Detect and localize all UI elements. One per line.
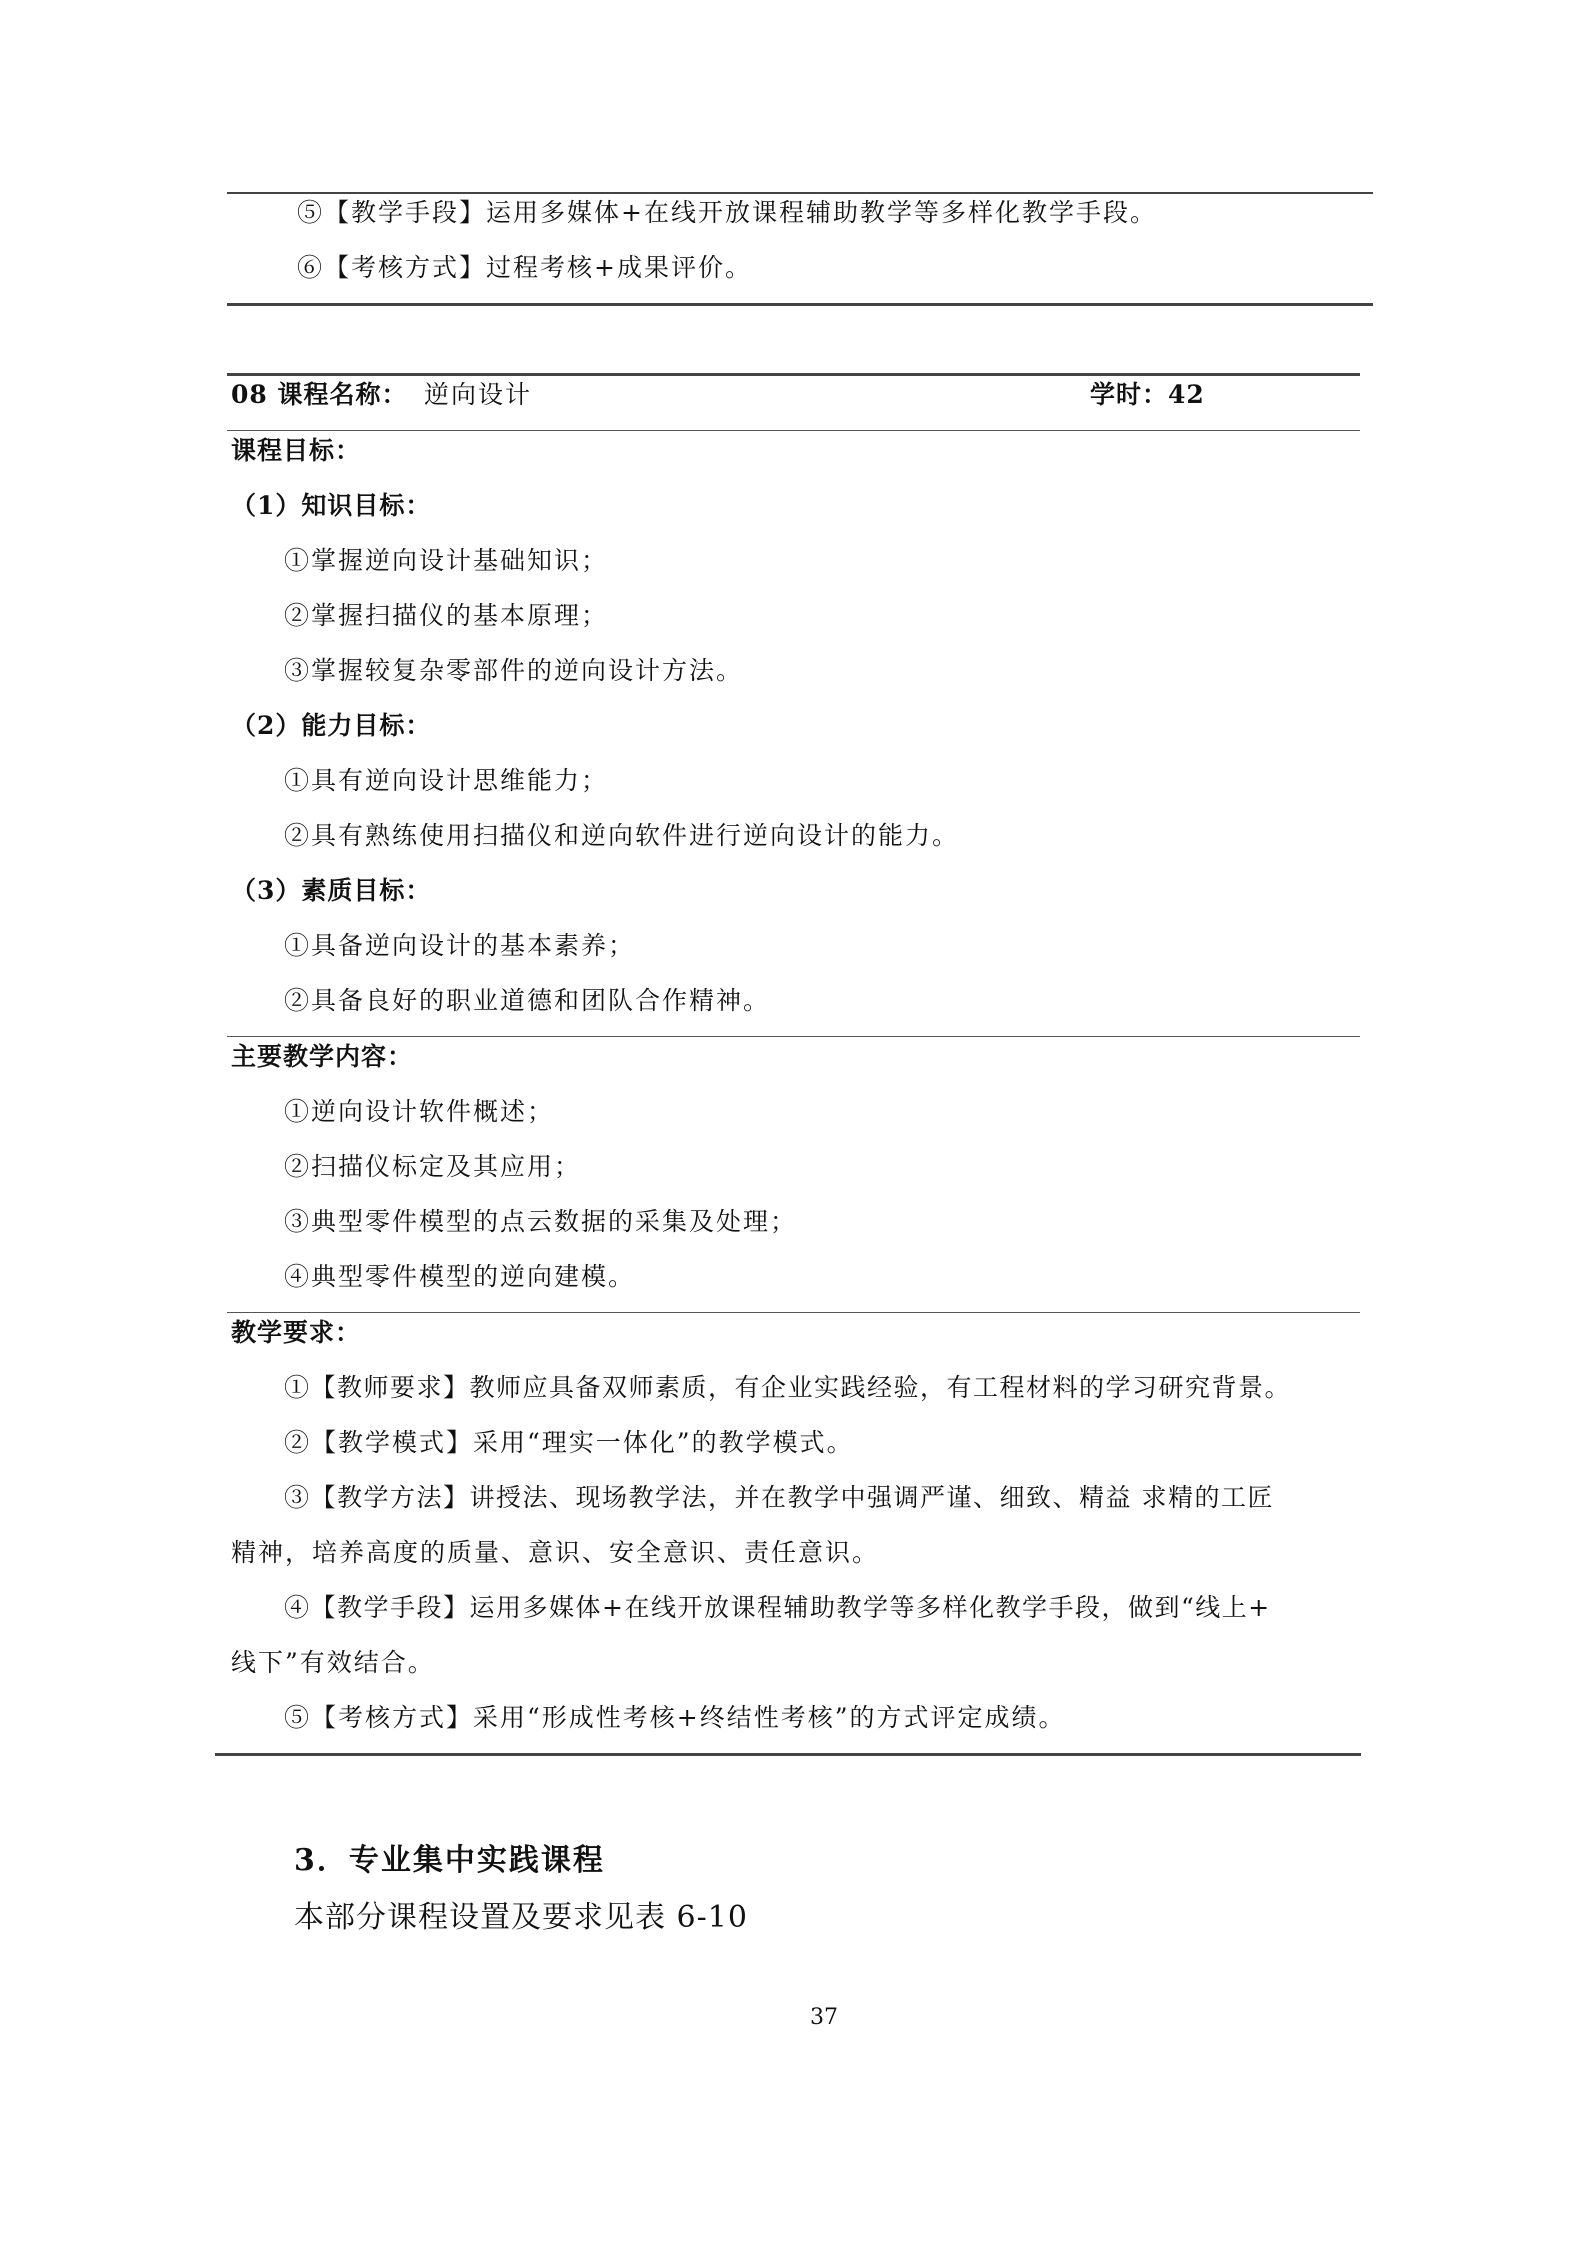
section-title: 3．专业集中实践课程 bbox=[294, 1843, 605, 1878]
knowledge-item: ②掌握扫描仪的基本原理； bbox=[284, 601, 609, 630]
ability-item: ②具有熟练使用扫描仪和逆向软件进行逆向设计的能力。 bbox=[284, 821, 960, 850]
content-item: ③典型零件模型的点云数据的采集及处理； bbox=[284, 1207, 798, 1236]
content-item: ②扫描仪标定及其应用； bbox=[284, 1152, 582, 1181]
top-table-top-border bbox=[227, 192, 1373, 194]
section-text: 本部分课程设置及要求见表 6-10 bbox=[294, 1900, 748, 1935]
course-name-value: 逆向设计 bbox=[424, 380, 533, 409]
content-title: 主要教学内容： bbox=[231, 1042, 414, 1071]
quality-title: （3）素质目标： bbox=[231, 876, 432, 905]
knowledge-item: ①掌握逆向设计基础知识； bbox=[284, 546, 609, 575]
requirement-line: ②【教学模式】采用“理实一体化”的教学模式。 bbox=[284, 1428, 854, 1457]
content-item: ①逆向设计软件概述； bbox=[284, 1097, 555, 1126]
top-item-teaching-means: ⑤【教学手段】运用多媒体+在线开放课程辅助教学等多样化教学手段。 bbox=[297, 198, 1157, 227]
course-hours: 学时：42 bbox=[1090, 380, 1205, 409]
ability-title: （2）能力目标： bbox=[231, 711, 432, 740]
requirement-line: ⑤【考核方式】采用“形成性考核+终结性考核”的方式评定成绩。 bbox=[284, 1703, 1066, 1732]
requirement-line: 线下”有效结合。 bbox=[231, 1648, 435, 1677]
course-table-top-border bbox=[227, 373, 1360, 376]
quality-item: ①具备逆向设计的基本素养； bbox=[284, 931, 636, 960]
course-name-label: 08 课程名称： bbox=[231, 380, 408, 409]
course-header-divider bbox=[227, 430, 1360, 431]
page-number: 37 bbox=[810, 2005, 838, 2030]
requirement-line: ①【教师要求】教师应具备双师素质，有企业实践经验，有工程材料的学习研究背景。 bbox=[284, 1373, 1292, 1402]
knowledge-item: ③掌握较复杂零部件的逆向设计方法。 bbox=[284, 656, 744, 685]
knowledge-title: （1）知识目标： bbox=[231, 491, 432, 520]
requirements-title: 教学要求： bbox=[231, 1318, 362, 1347]
requirement-line: ③【教学方法】讲授法、现场教学法，并在教学中强调严谨、细致、精益 求精的工匠 bbox=[284, 1483, 1274, 1512]
content-item: ④典型零件模型的逆向建模。 bbox=[284, 1262, 636, 1291]
content-divider bbox=[227, 1312, 1360, 1313]
requirement-line: 精神，培养高度的质量、意识、安全意识、责任意识。 bbox=[231, 1538, 880, 1567]
top-table-bottom-border bbox=[227, 303, 1373, 306]
course-table-bottom-border bbox=[215, 1753, 1361, 1756]
top-item-assessment: ⑥【考核方式】过程考核+成果评价。 bbox=[297, 253, 752, 282]
goals-divider bbox=[227, 1036, 1360, 1037]
quality-item: ②具备良好的职业道德和团队合作精神。 bbox=[284, 986, 771, 1015]
requirement-line: ④【教学手段】运用多媒体+在线开放课程辅助教学等多样化教学手段，做到“线上+ bbox=[284, 1593, 1271, 1622]
goals-title: 课程目标： bbox=[231, 436, 362, 465]
ability-item: ①具有逆向设计思维能力； bbox=[284, 766, 609, 795]
